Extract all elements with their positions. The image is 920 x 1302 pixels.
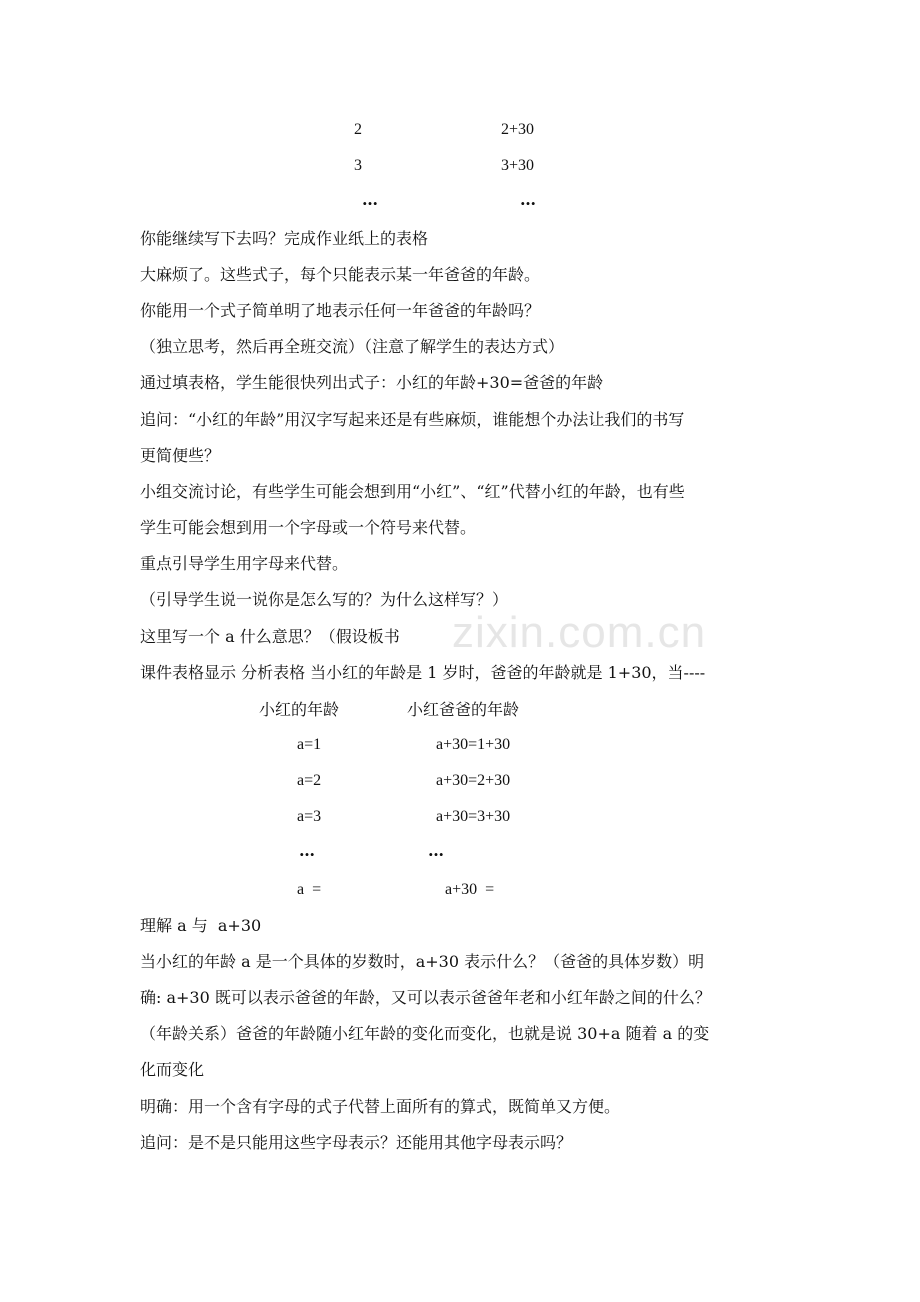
analysis-row-2-right: a+30=2+30 — [436, 772, 511, 789]
paragraph-explain-1: 当小红的年龄 a 是一个具体的岁数时，a+30 表示什么？（爸爸的具体岁数）明 — [140, 952, 705, 971]
paragraph-clarify: 明确：用一个含有字母的式子代替上面所有的算式，既简单又方便。 — [140, 1097, 621, 1116]
analysis-header-right: 小红爸爸的年龄 — [407, 700, 520, 719]
analysis-header-left: 小红的年龄 — [259, 700, 340, 719]
paragraph-continue: 你能继续写下去吗？完成作业纸上的表格 — [140, 229, 429, 248]
analysis-row-general-left: a = — [297, 881, 322, 898]
analysis-ellipsis-left: … — [299, 841, 316, 860]
paragraph-courseware: 课件表格显示 分析表格 当小红的年龄是 1 岁时，爸爸的年龄就是 1+30，当---- — [140, 663, 706, 682]
analysis-ellipsis-right: … — [428, 841, 445, 860]
watermark: zixin.com.cn — [452, 608, 707, 657]
paragraph-followup-2: 更简便些？ — [140, 446, 221, 465]
paragraph-focus: 重点引导学生用字母来代替。 — [140, 554, 349, 573]
analysis-row-1-right: a+30=1+30 — [436, 736, 511, 753]
paragraph-explain-3: （年龄关系）爸爸的年龄随小红年龄的变化而变化，也就是说 30+a 随着 a 的变 — [140, 1024, 710, 1043]
analysis-row-2-left: a=2 — [297, 772, 322, 789]
analysis-row-1-left: a=1 — [297, 736, 322, 753]
paragraph-formula: 通过填表格，学生能很快列出式子：小红的年龄+30=爸爸的年龄 — [140, 373, 604, 392]
paragraph-followup-letters: 追问：是不是只能用这些字母表示？还能用其他字母表示吗？ — [140, 1133, 573, 1152]
paragraph-explain-4: 化而变化 — [140, 1060, 205, 1079]
paragraph-guide: （引导学生说一说你是怎么写的？为什么这样写？） — [140, 590, 509, 609]
paragraph-explain-2: 确: a+30 既可以表示爸爸的年龄，又可以表示爸爸年老和小红年龄之间的什么？ — [140, 988, 711, 1007]
paragraph-trouble: 大麻烦了。这些式子，每个只能表示某一年爸爸的年龄。 — [140, 265, 541, 284]
analysis-row-3-left: a=3 — [297, 808, 322, 825]
top-table-age-2: 2 — [354, 121, 362, 138]
top-table-expr-3: 3+30 — [501, 157, 535, 174]
paragraph-group-1: 小组交流讨论，有些学生可能会想到用“小红”、“红”代替小红的年龄，也有些 — [140, 482, 685, 501]
top-table-ellipsis-right: … — [520, 190, 537, 209]
paragraph-understand: 理解 a 与 a+30 — [140, 916, 262, 935]
paragraph-think: （独立思考，然后再全班交流）（注意了解学生的表达方式） — [140, 337, 565, 356]
top-table-age-3: 3 — [354, 157, 362, 174]
analysis-row-3-right: a+30=3+30 — [436, 808, 511, 825]
analysis-row-general-right: a+30 = — [445, 881, 495, 898]
paragraph-group-2: 学生可能会想到用一个字母或一个符号来代替。 — [140, 518, 477, 537]
top-table-expr-2: 2+30 — [501, 121, 535, 138]
paragraph-meaning: 这里写一个 a 什么意思？（假设板书 — [140, 627, 400, 646]
paragraph-followup-1: 追问：“小红的年龄”用汉字写起来还是有些麻烦，谁能想个办法让我们的书写 — [140, 410, 685, 429]
top-table-ellipsis-left: … — [362, 190, 379, 209]
paragraph-question: 你能用一个式子简单明了地表示任何一年爸爸的年龄吗？ — [140, 301, 541, 320]
